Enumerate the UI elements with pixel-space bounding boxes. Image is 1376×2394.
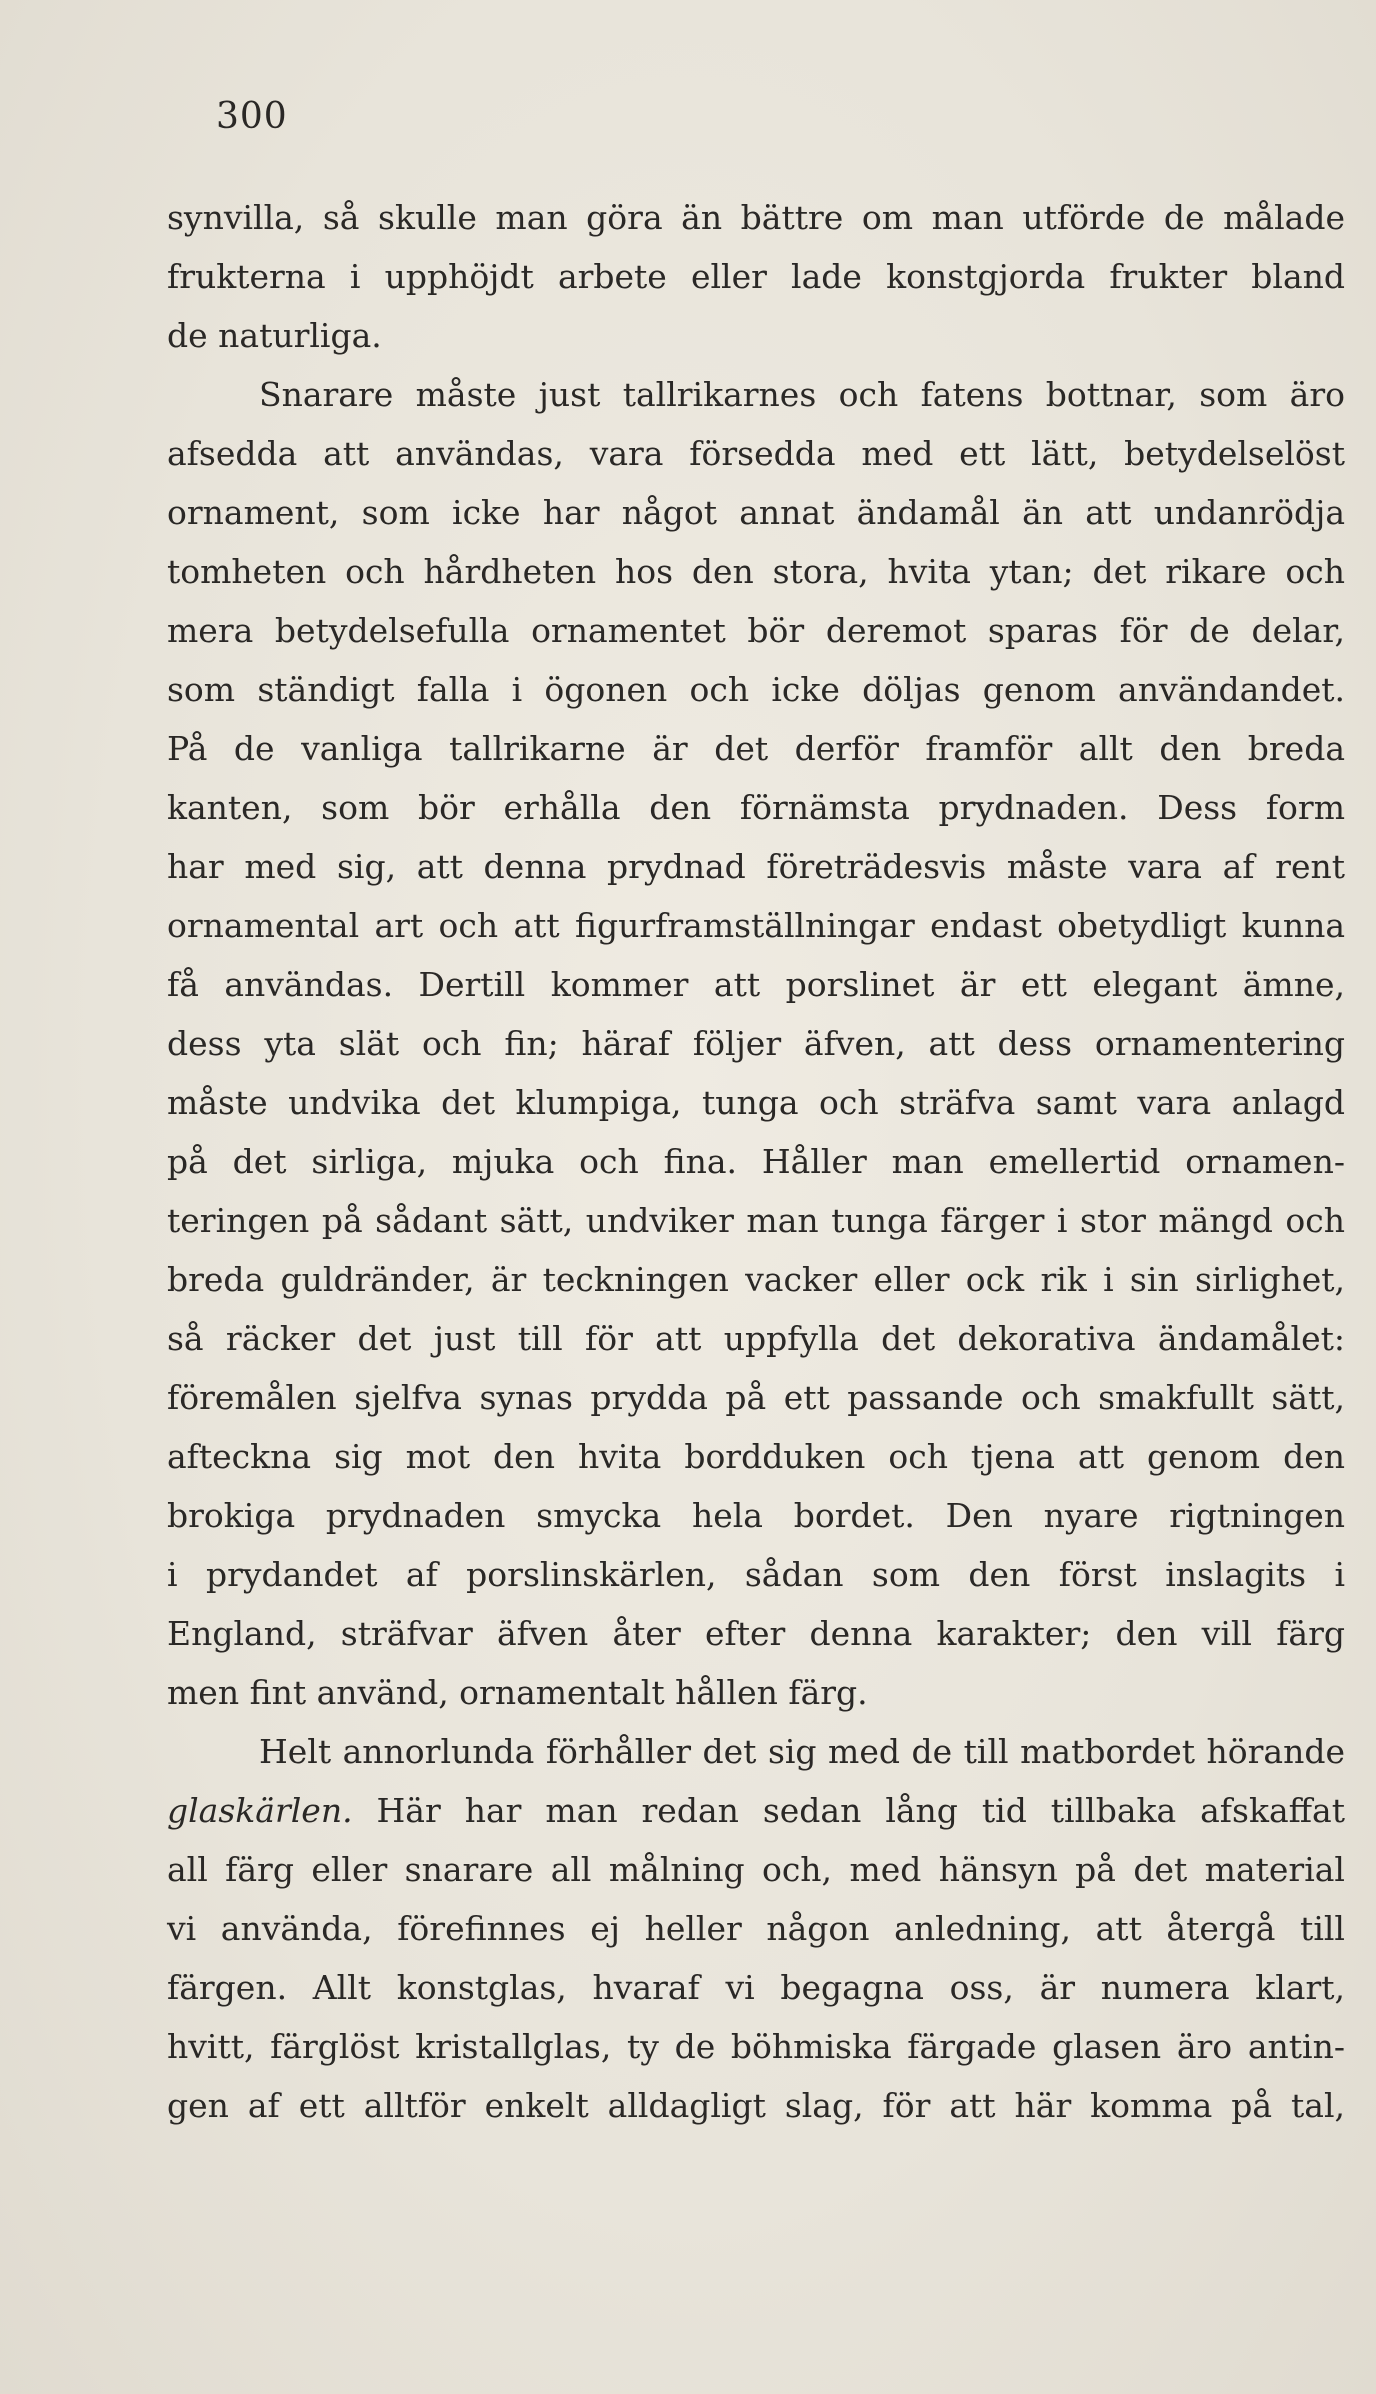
- text-line: de naturliga.: [167, 316, 382, 355]
- text-line: föremålen sjelfva synas prydda på ett passande och smakfullt sätt,: [167, 1378, 1345, 1417]
- text-line: England, sträfvar äfven åter efter denna karakter; den vill färg: [167, 1614, 1345, 1653]
- text-line: vi använda, förefinnes ej heller någon anledning, att återgå till: [167, 1909, 1345, 1948]
- text-line: ornament, som icke har något annat ändamål än att undanrödja: [167, 493, 1345, 532]
- text-line-with-italic: [167, 1781, 1345, 1840]
- text-line: hvitt, färglöst kristallglas, ty de böhmiska färgade glasen äro antin-: [167, 2027, 1345, 2066]
- text-line: ornamental art och att figurframställningar endast obetydligt kunna: [167, 906, 1345, 945]
- text-line: gen af ett alltför enkelt alldagligt slag, för att här komma på tal,: [167, 2086, 1345, 2125]
- text-line: frukterna i upphöjdt arbete eller lade konstgjorda frukter bland: [167, 257, 1345, 296]
- body-text: [167, 188, 1345, 2135]
- text-line: På de vanliga tallrikarne är det derför framför allt den breda: [167, 729, 1345, 768]
- italic-term: glaskärlen.: [167, 1791, 353, 1830]
- text-line: brokiga prydnaden smycka hela bordet. Den nyare rigtningen: [167, 1496, 1345, 1535]
- text-line: mera betydelsefulla ornamentet bör deremot sparas för de delar,: [167, 611, 1345, 650]
- text-line: i prydandet af porslinskärlen, sådan som den först inslagits i: [167, 1555, 1345, 1594]
- text-line-rest: Här har man redan sedan lång tid tillbaka afskaffat: [352, 1791, 1345, 1830]
- text-line: tomheten och hårdheten hos den stora, hvita ytan; det rikare och: [167, 552, 1345, 591]
- text-line: på det sirliga, mjuka och fina. Håller man emellertid ornamen-: [167, 1142, 1345, 1181]
- text-line: teringen på sådant sätt, undviker man tunga färger i stor mängd och: [167, 1201, 1345, 1240]
- text-line: afteckna sig mot den hvita bordduken och tjena att genom den: [167, 1437, 1345, 1476]
- text-line: så räcker det just till för att uppfylla det dekorativa ändamålet:: [167, 1319, 1345, 1358]
- text-line: få användas. Dertill kommer att porslinet är ett elegant ämne,: [167, 965, 1345, 1004]
- text-line: färgen. Allt konstglas, hvaraf vi begagna oss, är numera klart,: [167, 1968, 1345, 2007]
- text-line: all färg eller snarare all målning och, med hänsyn på det material: [167, 1850, 1345, 1889]
- text-line: Helt annorlunda förhåller det sig med de till matbordet hörande: [259, 1732, 1345, 1771]
- text-line: afsedda att användas, vara försedda med ett lätt, betydelselöst: [167, 434, 1345, 473]
- text-line: kanten, som bör erhålla den förnämsta prydnaden. Dess form: [167, 788, 1345, 827]
- text-line: breda guldränder, är teckningen vacker eller ock rik i sin sirlighet,: [167, 1260, 1345, 1299]
- text-line: har med sig, att denna prydnad företrädesvis måste vara af rent: [167, 847, 1345, 886]
- text-line: dess yta slät och fin; häraf följer äfven, att dess ornamentering: [167, 1024, 1345, 1063]
- page-number: 300: [216, 96, 288, 137]
- text-line: Snarare måste just tallrikarnes och fatens bottnar, som äro: [259, 375, 1345, 414]
- text-line: men fint använd, ornamentalt hållen färg.: [167, 1673, 868, 1712]
- text-line: måste undvika det klumpiga, tunga och sträfva samt vara anlagd: [167, 1083, 1345, 1122]
- text-line: synvilla, så skulle man göra än bättre om man utförde de målade: [167, 198, 1345, 237]
- text-line: som ständigt falla i ögonen och icke döljas genom användandet.: [167, 670, 1345, 709]
